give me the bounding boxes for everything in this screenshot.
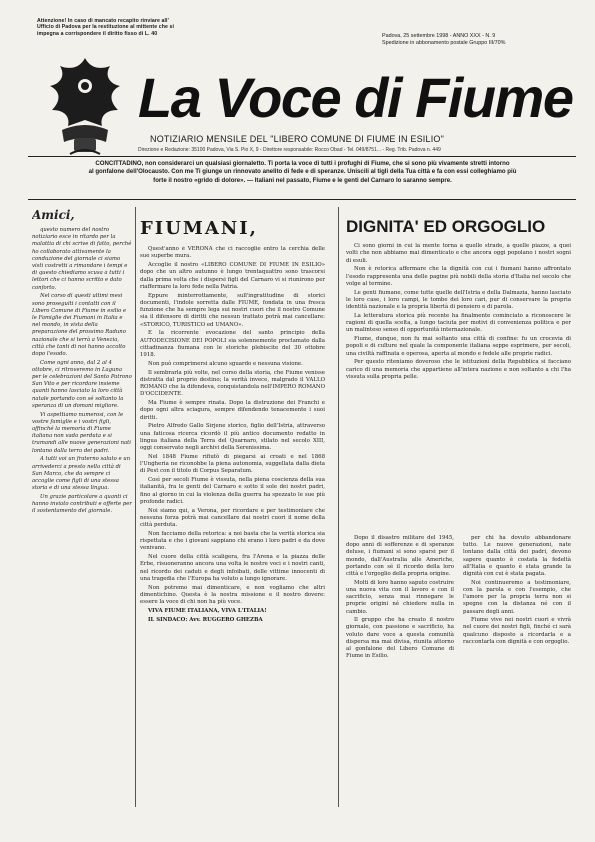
dignita-paragraph: Molti di loro hanno saputo costruire una nuova vita con il lavoro e con il sacrificio, senza mai rinnegare le proprie origini né chiedere nulla in cambio. bbox=[346, 579, 454, 615]
dignita-paragraph: Dopo il disastro militare del 1945, dopo anni di sofferenze e di speranze deluse, i fiumani si sono sparsi per il mondo, dall'Australia alle Americhe, portando con sé il ricordo della loro città e l'orgoglio della propria origine. bbox=[346, 535, 454, 578]
left-column-amici bbox=[32, 207, 132, 817]
masthead-subtitle: NOTIZIARIO MENSILE DEL "LIBERO COMUNE DI FIUME IN ESILIO" bbox=[150, 134, 444, 144]
dignita-paragraph: Fiume, dunque, non fu mai soltanto una città di confine: fu un crocevia di popoli e di culture nel quale la componente italiana seppe esprimere, per secoli, una civiltà raffinata e operosa, aperta al mondo e fedele alle proprie radici. bbox=[346, 336, 571, 357]
fiumani-paragraph: Nel cuore della città scaligera, fra l'Arena e la piazza delle Erbe, risuoneranno ancora una volta le nostre voci e i nostri canti, nel ricordo dei caduti e degli infoibati, delle vittime innocenti di una tragedia che l'Europa ha voluto a lungo ignorare. bbox=[140, 554, 325, 582]
amici-heading: Amici, bbox=[32, 208, 75, 222]
dignita-paragraph: Noi continueremo a testimoniare, con la parola e con l'esempio, che l'amore per la propria terra non si spegne con la distanza né con il passare degli anni. bbox=[463, 579, 571, 615]
banner-line-3: forte il nostro «grido di dolore». — Italiani nel passato, Fiume e le genti del Carnaro lo saranno sempre. bbox=[153, 176, 452, 184]
notice-line-2: Ufficio di Padova per la restituzione al mittente che si bbox=[37, 24, 175, 31]
header-divider bbox=[28, 156, 576, 157]
eagle-emblem-icon bbox=[40, 50, 130, 160]
masthead-title: La Voce di Fiume bbox=[138, 66, 573, 129]
column-divider bbox=[135, 207, 136, 807]
banner-line-2: al gonfalone dell'Olocausto. Con me Ti giunge un rinnovato anelito di fede e di speranze. Uniscili al tigli della Tua città e fa con essi colleghiamo più bbox=[88, 168, 517, 176]
amici-paragraph: questo numero del nostro notiziario esce in ritardo per la malattia di chi scrive di fatto, perché ho collaborato attivamente la conduzione del giornale ci siamo visti costretti a rimandare i tempi e di questo chiediamo scusa a tutti i lettori che ci hanno scritto e dato conforto. bbox=[32, 227, 132, 291]
fiumani-paragraph: Così per secoli Fiume è vissuta, nella piena coscienza della sua italianità, fra le genti del Carnaro e sotto il sole dei nostri padri, fino al giorno in cui la violenza della guerra ha spezzato le sue più profonde radici. bbox=[140, 477, 325, 505]
amici-paragraph: Nel corso di questi ultimi mesi sono proseguiti i contatti con il Libero Comune di Fiume in esilio e le Famiglie dei Fiumani in Italia e nel mondo, in vista della preparazione del prossimo Raduno nazionale che si terrà a Venezia, città che tanti di noi hanno accolto dopo l'esodo. bbox=[32, 293, 127, 357]
banner-line-1: CONCITTADINO, non considerarci un qualsiasi giornaletto. Ti porta la voce di tutti i profughi di Fiume, che si sono più vivamente stretti intorno bbox=[95, 160, 510, 167]
dignita-paragraph: per chi ha dovuto abbandonare tutto. Le nuove generazioni, nate lontano dalla città dei padri, devono sapere quanto è costata la fedeltà all'Italia e quanto è stata grande la dignità con cui è stata pagata. bbox=[463, 535, 571, 578]
appeal-banner bbox=[30, 160, 575, 185]
fiumani-paragraph: Non facciamo della retorica: a noi basta che la verità storica sia rispettata e che i giovani sappiano chi erano i loro padri e da dove venivano. bbox=[140, 530, 325, 552]
dignita-paragraph: Ci sono giorni in cui la mente torna a quelle strade, a quelle piazze, a quei volti che non abbiamo mai dimenticato e che ancora oggi popolano i nostri sogni di esuli. bbox=[346, 243, 571, 264]
fiumani-paragraph: Nel 1848 Fiume rifiutò di piegarsi ai croati e nel 1868 l'Ungheria ne riconobbe la piena autonomia, suggellata dalla dieta di Pest con il titolo di Corpus Separatum. bbox=[140, 453, 325, 475]
amici-paragraph: Un grazie particolare a quanti ci hanno inviato contributi e offerte per il sostentamento del giornale. bbox=[32, 493, 132, 515]
notice-line-3: impegna a corrispondere il diritto fisso di L. 40 bbox=[37, 30, 158, 37]
editorial-address: Direzione e Redazione: 35100 Padova, Via S. Pio X, 9 - Direttore responsabile: Rocco Obad - Tel. 049/8751... - Reg. Trib. Padova n. 449 bbox=[138, 147, 441, 153]
fiumani-paragraph: Accoglie il nostro «LIBERO COMUNE DI FIUME IN ESILIO» dopo che un altro autunno è lungo trentaquattro sono trascorsi dalla prima volta che i dispersi figli del Carnaro vi si riunirono per riaffermare la loro fede nella Patria. bbox=[140, 262, 325, 290]
dignita-title: DIGNITA' ED ORGOGLIO bbox=[346, 217, 546, 236]
fiumani-paragraph: Non può comprimersi alcuno sguardo e nessuna visione. bbox=[148, 360, 303, 367]
fiumani-paragraph: Il sembrarla più volte, nel corso della storia, che Fiume venisse distratta dal proprio destino; la verità invece, malgrado il VALLO ROMANO che la difendeva, conquistandola nell'IMPERO ROMANO D'OCCIDENTE. bbox=[140, 369, 325, 398]
dignita-paragraph: Il gruppo che ha creato il nostro giornale, con passione e sacrificio, ha voluto dare voce a questa comunità dispersa ma mai divisa, riunita attorno al gonfalone del Libero Comune di Fiume in Esilio. bbox=[346, 617, 454, 660]
fiumani-paragraph: Non potremo mai dimenticare, e non vogliamo che altri dimentichino. Questa è la nostra missione e il nostro dovere: essere la voce di chi non ha più voce. bbox=[140, 584, 325, 605]
fiumani-paragraph: E la ricorrente evocazione del santo principio della AUTODECISIONE DEI POPOLI sia solennemente proclamato dalla cittadinanza fiumana con le storiche plebiscite del 30 ottobre 1918. bbox=[140, 330, 325, 358]
fiumani-paragraph: Pietro Alfredo Gallo Sirjene storico, figlio dell'Istria, attraverso una faticosa ricerca ricordò il più antico documento redatto in lingua italiana della Terra del Quarnaro, stilato nel secolo XIII, oggi conservato negli archivi della Serenissima. bbox=[140, 423, 325, 451]
dignita-paragraph: Fiume vive nei nostri cuori e vivrà nel cuore dei nostri figli, finché ci sarà qualcuno disposto a ricordarla e a raccontarla con dignità e con orgoglio. bbox=[463, 617, 571, 645]
amici-paragraph: Come ogni anno, dal 2 al 4 ottobre, ci ritroveremo in Laguna per le celebrazioni del Santo Patrono San Vito e per ricordare insieme quanti hanno lasciato la loro città natale portando con sé soltanto la speranza di un domani migliore. bbox=[32, 359, 132, 409]
fiumani-paragraph: Eppure ininterrottamente, sull'ingratitudine di storici documenti, l'indole sorretta dalle FIUME, fondata in una fresca funzione che ha sempre lega sui nostri cuori che il nostro Comune sia il difensore di diritti che nessun trattato potrà mai cancellare: «STORICO, TURISTICO ed UMANO». bbox=[140, 292, 325, 328]
dignita-article-col2 bbox=[463, 535, 571, 825]
column-divider bbox=[338, 207, 339, 807]
dignita-paragraph: Le genti fiumane, come tutte quelle dell'Istria e della Dalmazia, hanno lasciato le loro case, i loro campi, le tombe dei loro cari, pur di conservare la propria identità nazionale e la propria libertà di pensiero e di parola. bbox=[346, 289, 571, 310]
dignita-article-top bbox=[346, 243, 571, 528]
fiumani-paragraph: Noi siamo qui, a Verona, per ricordare e per testimoniare che nessuna forza potrà mai cancellare dai nostri cuori il nome della città perduta. bbox=[140, 507, 325, 528]
fiumani-paragraph: Quest'anno è VERONA che ci raccoglie entro la cerchia delle sue superbe mura. bbox=[140, 246, 325, 260]
fiumani-paragraph: Ma Fiume è sempre rinata. Dopo la distruzione dei Franchi e dopo ogni altra sciagura, sempre difendendo tenacemente i suoi diritti. bbox=[140, 400, 325, 421]
dignita-paragraph: La letteratura storica più recente ha finalmente cominciato a riconoscere le ragioni di quella scelta, a lungo taciuta per motivi di convenienza politica e per un malinteso senso di opportunità internazionale. bbox=[346, 312, 571, 334]
dignita-paragraph: Per questo riteniamo doveroso che le istituzioni della Repubblica si facciano carico di una memoria che appartiene all'intera nazione e non soltanto a chi l'ha vissuta sulla propria pelle. bbox=[346, 359, 571, 380]
dignita-paragraph: Non è retorica affermare che la dignità con cui i fiumani hanno affrontato l'esodo rappresenta una delle pagine più nobili della storia d'Italia nel secolo che volge al termine. bbox=[346, 266, 571, 287]
issue-date-line: Padova, 25 settembre 1998 - ANNO XXX - N. 9 bbox=[382, 33, 496, 39]
postal-return-notice bbox=[37, 18, 189, 37]
banner-divider bbox=[28, 199, 576, 200]
fiumani-title: FIUMANI, bbox=[140, 218, 258, 239]
fiumani-paragraph: VIVA FIUME ITALIANA, VIVA L'ITALIA! bbox=[148, 607, 267, 614]
postal-line: Spedizione in abbonamento postale Gruppo III/70% bbox=[382, 40, 506, 46]
amici-paragraph: A tutti voi un fraterno saluto e un arrivederci a presto nella città di San Marco, che da sempre ci accoglie come figli di una stessa storia e di una stessa lingua. bbox=[32, 456, 131, 492]
fiumani-article bbox=[140, 246, 325, 826]
notice-line-1: Attenzione! In caso di mancato recapito rinviare all' bbox=[37, 18, 169, 24]
amici-paragraph: Vi aspettiamo numerosi, con le vostre famiglie e i vostri figli, affinché la memoria di Fiume italiana non vada perduta e si tramandi alle nuove generazioni nati lontano dalla terra dei padri. bbox=[32, 411, 131, 454]
fiumani-signature: IL SINDACO: Avv. RUGGERO GHEZBA bbox=[148, 616, 263, 623]
dignita-article-col1 bbox=[346, 535, 454, 825]
issue-info bbox=[382, 33, 567, 47]
